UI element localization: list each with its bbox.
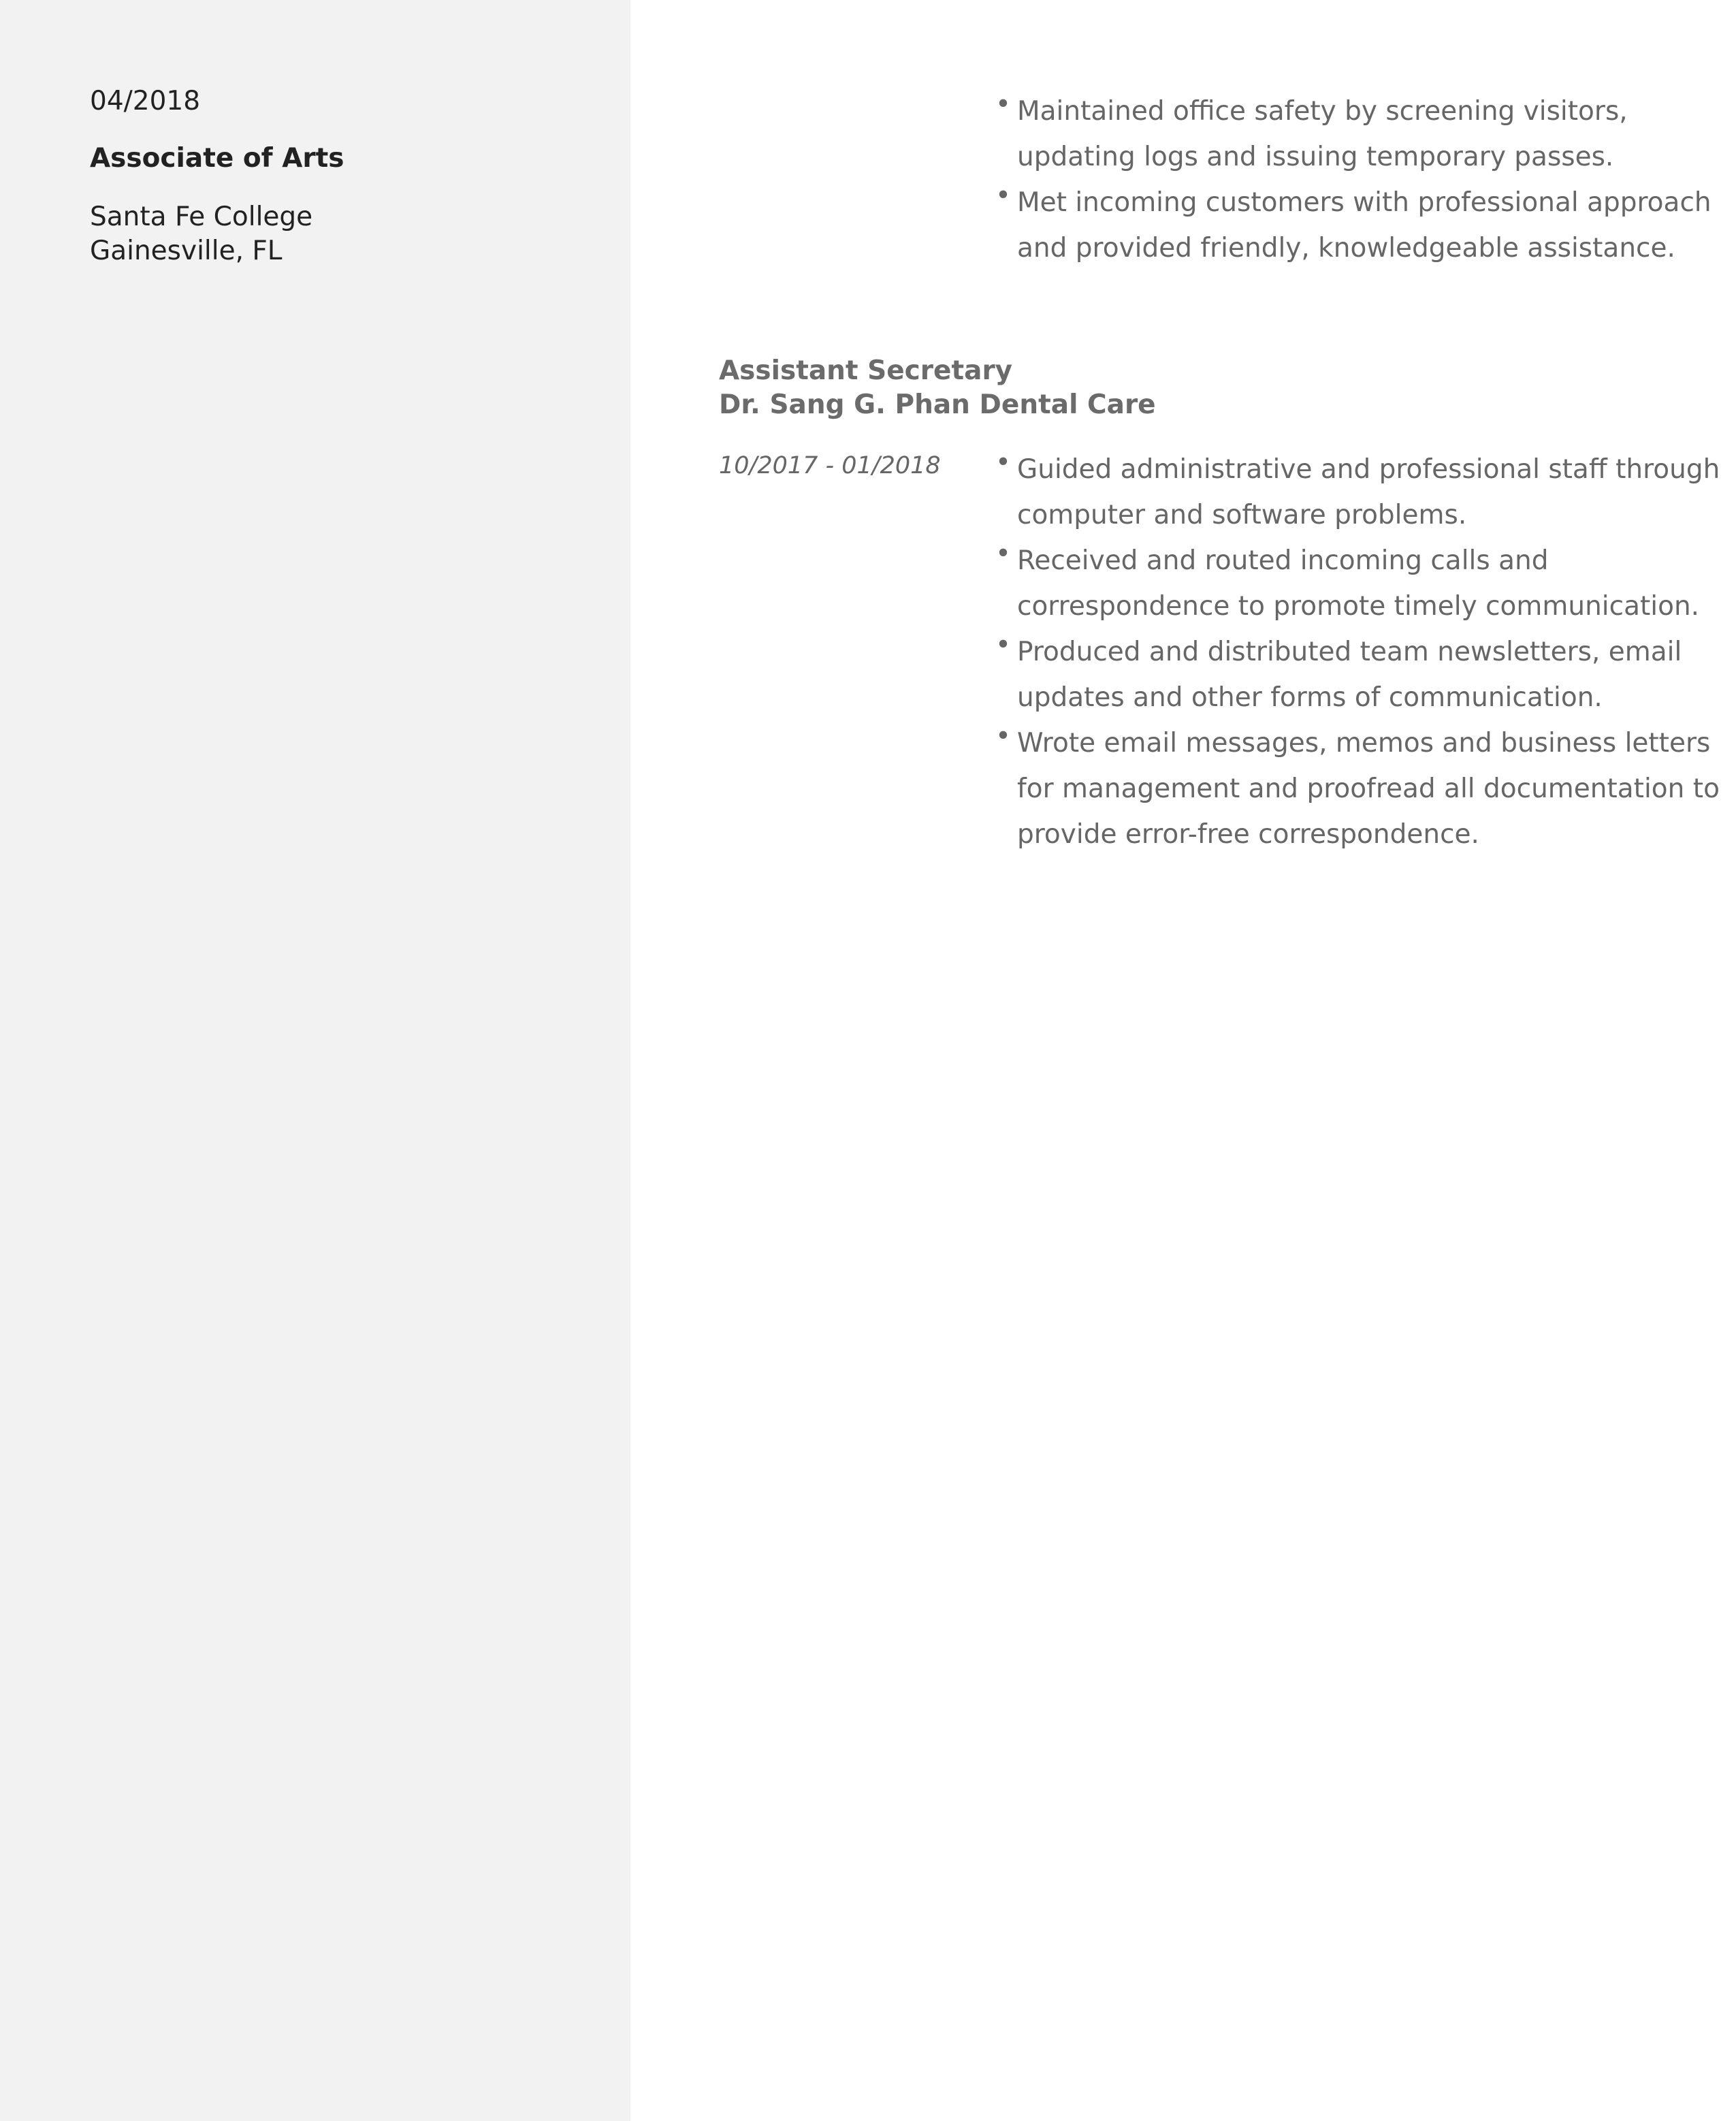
job-bullet: • Maintained office safety by screening visitors, updating logs and issuing temporary passes. bbox=[995, 89, 1724, 180]
bullet-dot-icon: • bbox=[995, 721, 1012, 752]
bullet-dot-icon: • bbox=[995, 630, 1012, 660]
bullet-dot-icon: • bbox=[995, 89, 1012, 120]
job-bullet-list bbox=[995, 447, 1724, 857]
job-bullet: • Wrote email messages, memos and business letters for management and proofread all documentation to provide error-free correspondence. bbox=[995, 720, 1724, 857]
job-bullet: • Produced and distributed team newsletters, email updates and other forms of communication. bbox=[995, 629, 1724, 720]
education-degree: Associate of Arts bbox=[90, 143, 344, 174]
sidebar bbox=[0, 0, 630, 2121]
bullet-dot-icon: • bbox=[995, 539, 1012, 569]
job-bullet: • Met incoming customers with professional approach and provided friendly, knowledgeable assistance. bbox=[995, 180, 1724, 271]
job-bullet: • Guided administrative and professional staff through computer and software problems. bbox=[995, 447, 1724, 538]
job-dates: 10/2017 - 01/2018 bbox=[719, 452, 941, 479]
bullet-dot-icon: • bbox=[995, 180, 1012, 211]
job-title: Assistant Secretary bbox=[719, 355, 1013, 386]
job-company: Dr. Sang G. Phan Dental Care bbox=[719, 389, 1156, 420]
education-location: Gainesville, FL bbox=[90, 236, 283, 266]
education-school: Santa Fe College bbox=[90, 202, 313, 232]
job-bullet: • Received and routed incoming calls and correspondence to promote timely communication. bbox=[995, 538, 1724, 629]
job-bullet-list bbox=[995, 89, 1724, 271]
education-date: 04/2018 bbox=[90, 86, 201, 116]
bullet-dot-icon: • bbox=[995, 447, 1012, 478]
